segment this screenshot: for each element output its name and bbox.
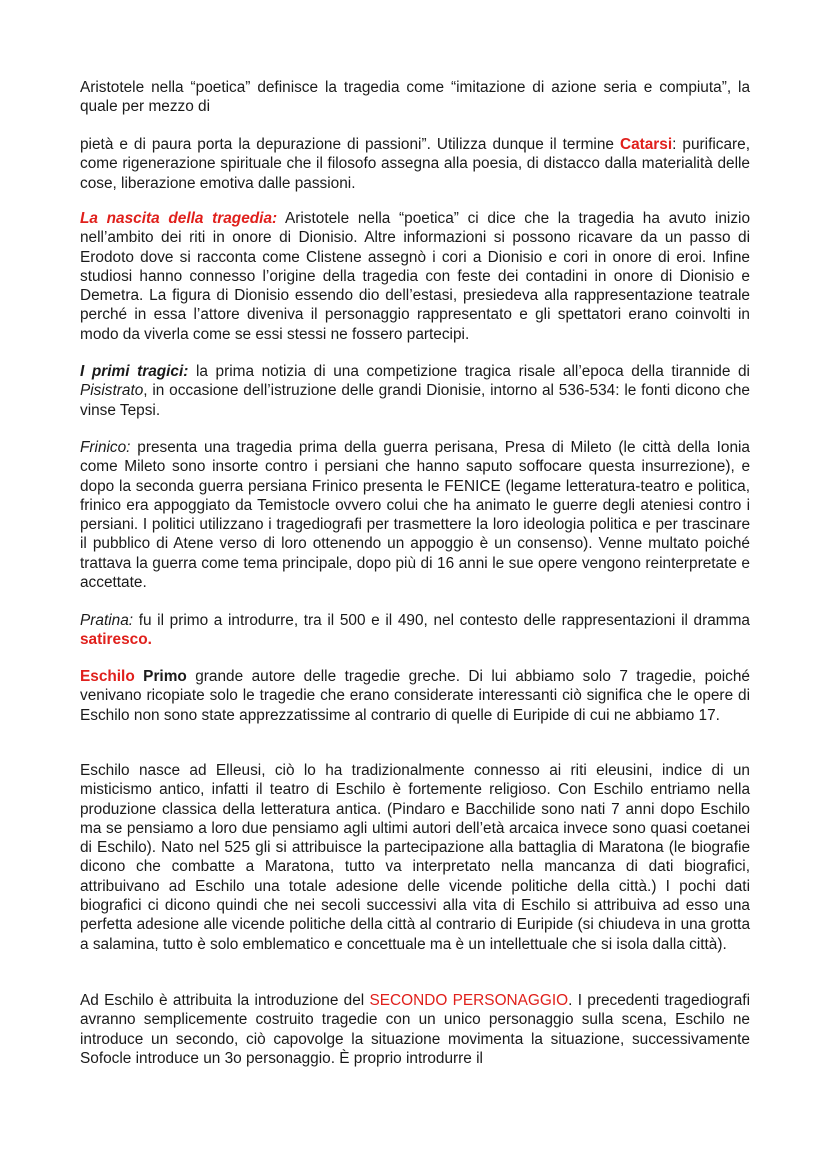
term-secondo-personaggio: SECONDO PERSONAGGIO [369, 992, 569, 1009]
paragraph-text: Ad Eschilo è attribuita la introduzione del [80, 992, 370, 1009]
paragraph-pratina [80, 611, 750, 650]
paragraph-text: Aristotele nella “poetica” ci dice che la tragedia ha avuto inizio nell’ambito dei riti in onore di Dionisio. Altre informazioni si possono ricavare da un passo di Erodoto dove si racconta come Clistene assegnò i cori a Dionisio e cori in onore di eroi. Infine studiosi hanno connesso l’origine della tragedia con feste dei contadini in onore di Dionisio e Demetra. La figura di Dionisio essendo dio dell’estasi, presiedeva alla rappresentazione teatrale perché in essa l’attore diveniva il personaggio rappresentato e gli spettatori erano coinvolti in modo da viverla come se essi stessi ne fossero partecipi. [80, 210, 750, 343]
name-frinico: Frinico: [80, 439, 131, 456]
paragraph-eschilo-biografia [80, 761, 750, 954]
paragraph-text: pietà e di paura porta la depurazione di passioni”. Utilizza dunque il termine [80, 136, 620, 153]
paragraph-text: la prima notizia di una competizione tragica risale all’epoca della tirannide di [188, 363, 750, 380]
paragraph-secondo-personaggio [80, 991, 750, 1068]
section-heading-primi-tragici: I primi tragici: [80, 363, 189, 380]
paragraph-frinico [80, 438, 750, 592]
name-pratina: Pratina: [80, 612, 134, 629]
paragraph-text: : purificare, come rigenerazione spirituale che il filosofo assegna alla poesia, di distacco dalla materialità delle cose, liberazione emotiva dalle passioni. [80, 136, 750, 192]
paragraph-text: presenta una tragedia prima della guerra perisana, Presa di Mileto (le città della Ionia come Mileto sono insorte contro i persiani che hanno saputo soffocare questa insurrezione), e dopo la seconda guerra persiana Frinico presenta le FENICE (legame letteratura-teatro e politica, frinico era appoggiato da Temistocle ovvero colui che ha animato le guerre degli ateniesi contro i persiani. I politici utilizzano i tragediografi per trasmettere la loro ideologia politica e per trascinare il pubblico di Atene verso di loro ottenendo un appoggio è un consenso). Venne multato poiché trattava la guerra come tema principale, dopo più di 16 anni le sue opere vengono reinterpretate e accettate. [80, 439, 750, 592]
paragraph-nascita-tragedia [80, 209, 750, 344]
paragraph-primi-tragici [80, 362, 750, 420]
name-eschilo: Eschilo [80, 668, 135, 685]
section-heading-nascita: La nascita della tragedia: [80, 210, 278, 227]
paragraph-text: fu il primo a introdurre, tra il 500 e il 490, nel contesto delle rappresentazioni il dramma [133, 612, 750, 629]
term-satiresco: satiresco. [80, 631, 152, 649]
paragraph-definition [80, 78, 750, 117]
term-catarsi: Catarsi [619, 136, 673, 153]
paragraph-text: Eschilo nasce ad Elleusi, ciò lo ha tradizionalmente connesso ai riti eleusini, indice di un misticismo antico, infatti il teatro di Eschilo è fortemente religioso. Con Eschilo entriamo nella produzione classica della letteratura antica. (Pindaro e Bacchilide sono nati 7 anni dopo Eschilo ma se pensiamo a loro due pensiamo agli ultimi autori dell’età arcaica invece sono quasi coetanei di Eschilo). Nato nel 525 gli si attribuisce la partecipazione alla battaglia di Maratona (le biografie dicono che combatte a Maratona, tutto va interpretato nella mancanza di dati biografici, attribuivano ad Eschilo una totale adesione delle vicende politiche della città.) I pochi dati biografici ci dicono quindi che nei secoli successivi alla vita di Eschilo si attribuiva ad esso una perfetta adesione alle vicende politiche della città al contrario di Euripide (si chiudeva in una grotta a salamina, tutto è solo emblematico e concettuale ma è un intellettuale che si isola dalla città). [80, 762, 750, 953]
paragraph-text: , in occasione dell’istruzione delle grandi Dionisie, intorno al 536-534: le fonti dicono che vinse Tepsi. [80, 382, 750, 419]
paragraph-text: grande autore delle tragedie greche. Di lui abbiamo solo 7 tragedie, poiché venivano ricopiate solo le tragedie che erano considerate interessanti ciò significa che le opere di Eschilo non sono state apprezzatissime al contrario di quelle di Euripide di cui ne abbiamo 17. [80, 668, 750, 724]
paragraph-text: . I precedenti tragediografi avranno semplicemente costruito tragedie con un unico personaggio sulla scena, Eschilo ne introduce un secondo, ciò capovolge la situazione movimenta la situazione, successivamente Sofocle introduce un 3o personaggio. È proprio introdurre il [80, 992, 751, 1067]
bold-primo: Primo [134, 668, 187, 685]
paragraph-text: Aristotele nella “poetica” definisce la tragedia come “imitazione di azione seria e compiuta”, la quale per mezzo di [80, 79, 750, 116]
name-pisistrato: Pisistrato [80, 382, 144, 400]
paragraph-eschilo [80, 667, 750, 725]
paragraph-catarsi [80, 135, 750, 193]
